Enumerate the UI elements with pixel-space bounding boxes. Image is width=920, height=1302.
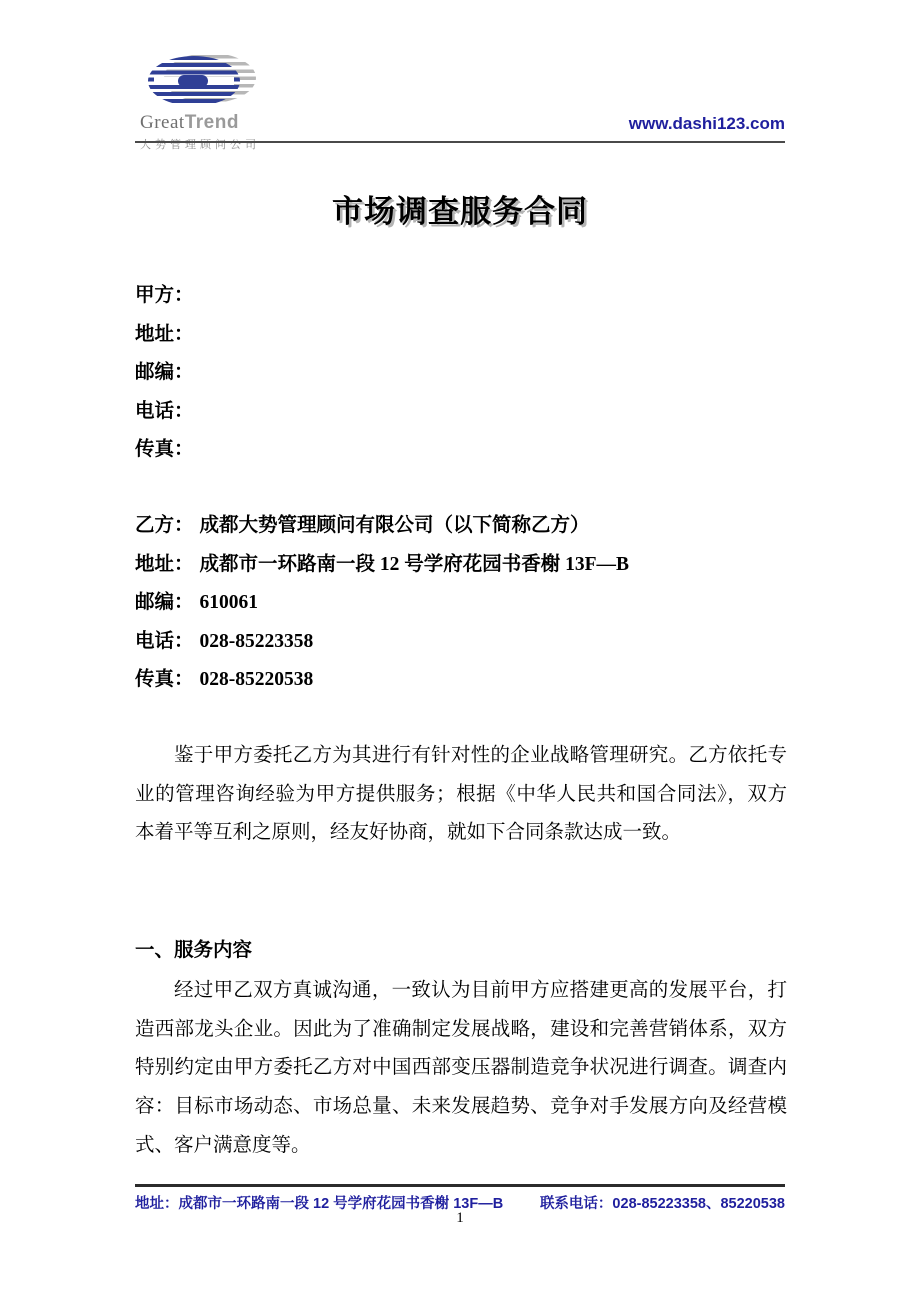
party-b-phone-line xyxy=(135,623,795,662)
party-b-block xyxy=(135,507,795,700)
party-b-address-label: 地址： xyxy=(135,553,194,575)
party-b-address-line xyxy=(135,546,795,585)
brand-trend: Trend xyxy=(184,112,239,133)
party-b-phone-value: 028-85223358 xyxy=(199,630,314,652)
party-b-fax-value: 028-85220538 xyxy=(199,669,314,691)
party-a-block xyxy=(135,277,795,470)
party-a-name-label: 甲方： xyxy=(135,285,194,306)
globe-core xyxy=(178,75,208,87)
page-number: 1 xyxy=(456,1210,464,1226)
header-divider xyxy=(135,141,785,143)
document-title: 市场调查服务合同 xyxy=(332,194,588,229)
brand-great: Great xyxy=(140,112,185,133)
party-b-fax-label: 传真： xyxy=(135,669,194,691)
preamble-paragraph: 鉴于甲方委托乙方为其进行有针对性的企业战略管理研究。乙方依托专业的管理咨询经验为甲方提供服务；根据《中华人民共和国合同法》，双方本着平等互利之原则，经友好协商，就如下合同条款达成一致。 xyxy=(135,745,787,844)
party-a-fax-label: 传真： xyxy=(135,439,194,461)
party-b-address-value: 成都市一环路南一段 12 号学府花园书香榭 13F—B xyxy=(199,553,630,575)
party-b-postcode-label: 邮编： xyxy=(135,592,194,614)
website-link[interactable]: www.dashi123.com xyxy=(628,114,785,133)
party-a-postcode-label: 邮编： xyxy=(135,362,194,384)
party-a-address-line xyxy=(135,316,795,355)
company-logo xyxy=(140,56,340,152)
party-a-phone-line xyxy=(135,393,795,432)
party-a-name-line xyxy=(135,277,795,316)
party-b-name-value: 成都大势管理顾问有限公司（以下简称乙方） xyxy=(199,515,590,536)
party-b-postcode-line xyxy=(135,584,795,623)
party-a-postcode-line xyxy=(135,354,795,393)
party-b-phone-label: 电话： xyxy=(135,630,194,652)
footer-address: 地址：成都市一环路南一段 12 号学府花园书香榭 13F—B xyxy=(135,1196,504,1212)
footer-divider xyxy=(135,1184,785,1187)
party-a-fax-line xyxy=(135,431,795,470)
brand-name-chinese: 大势管理顾问公司 xyxy=(140,139,260,151)
party-b-fax-line xyxy=(135,661,795,700)
section-1-heading: 一、服务内容 xyxy=(135,939,253,961)
party-a-phone-label: 电话： xyxy=(135,400,194,422)
party-b-name-label: 乙方： xyxy=(135,515,194,536)
section-1-body: 经过甲乙双方真诚沟通，一致认为目前甲方应搭建更高的发展平台，打造西部龙头企业。因此为了准确制定发展战略，建设和完善营销体系，双方特别约定由甲方委托乙方对中国西部变压器制造竞争状况进行调查。调查内容：目标市场动态、市场总量、未来发展趋势、竞争对手发展方向及经营模式、客户满意度等。 xyxy=(135,980,787,1156)
party-b-postcode-value: 610061 xyxy=(199,592,259,614)
party-b-name-line xyxy=(135,507,795,546)
footer-phone: 联系电话：028-85223358、85220538 xyxy=(539,1196,785,1212)
party-a-address-label: 地址： xyxy=(135,323,194,345)
brand-name-english xyxy=(140,112,340,134)
globe-logo-icon xyxy=(148,56,244,106)
